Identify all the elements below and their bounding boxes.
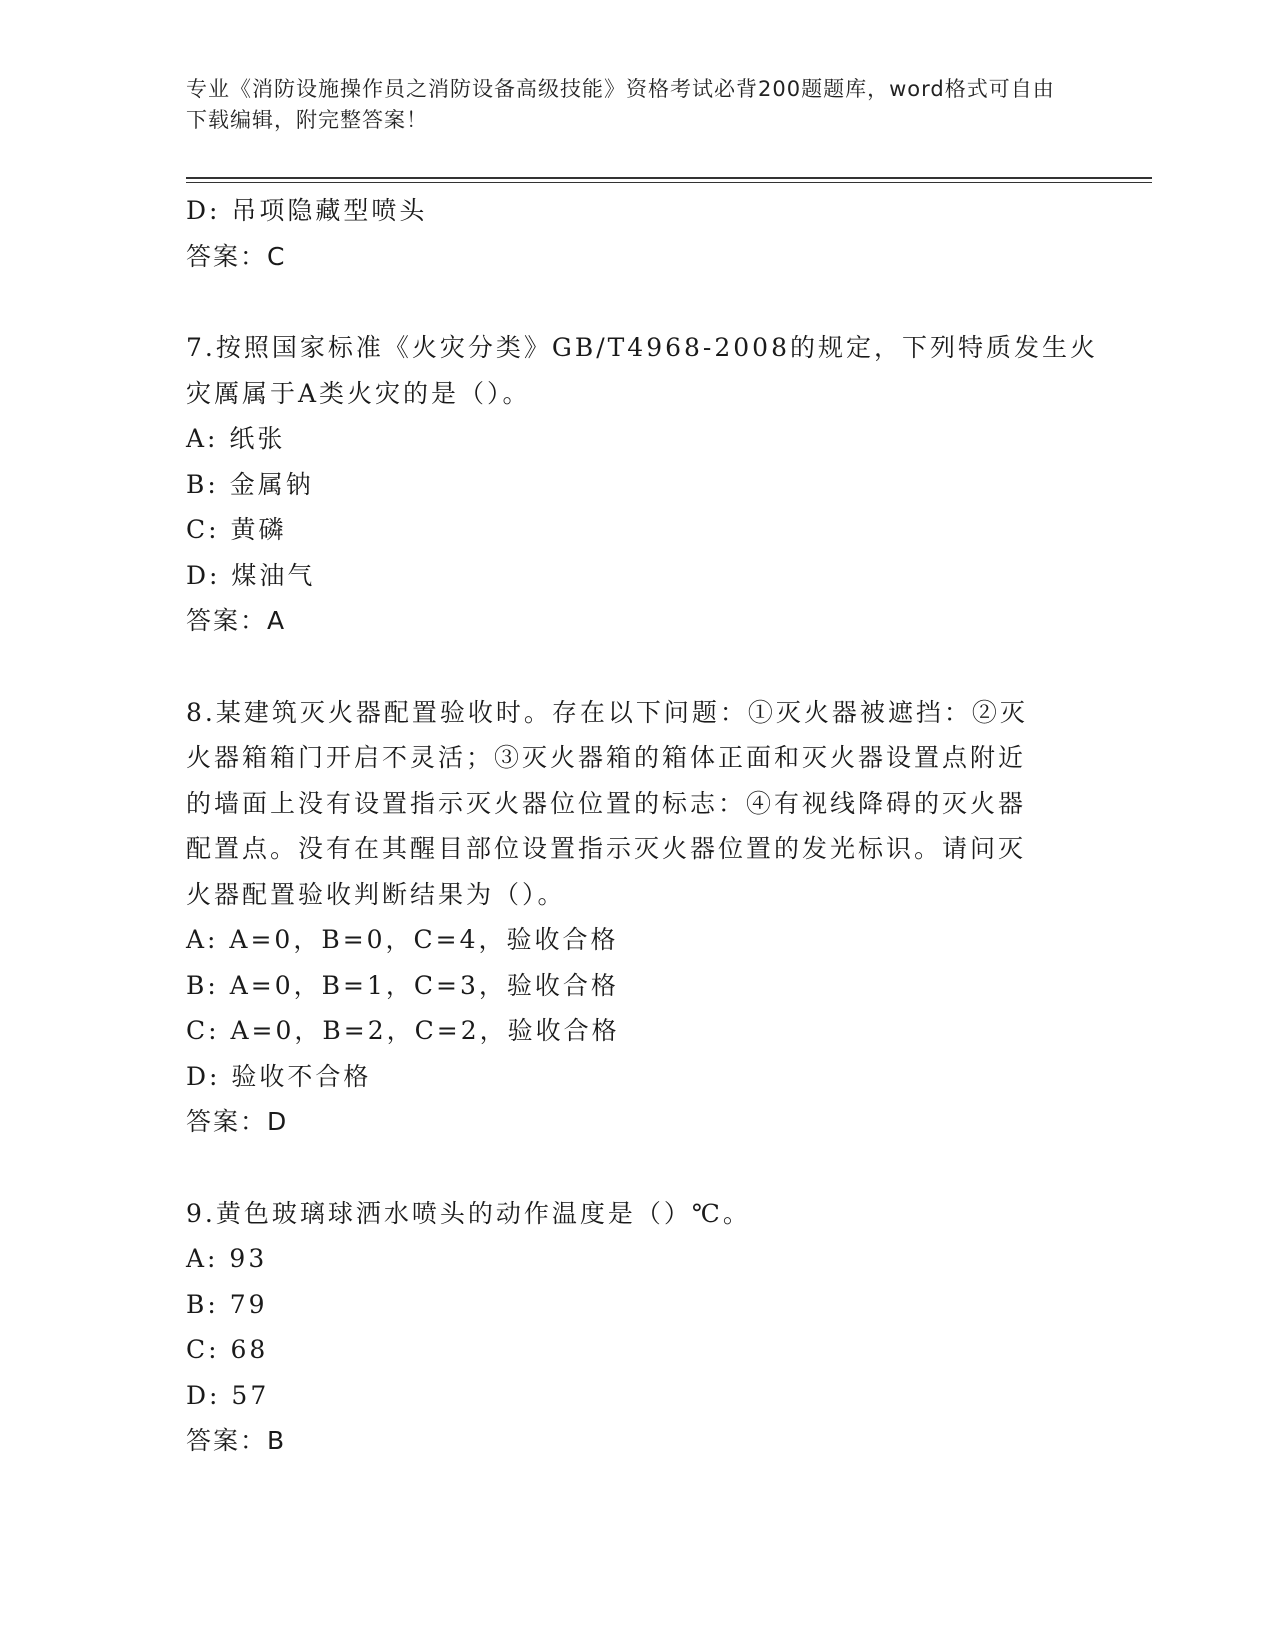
answer: 答案：D (186, 1107, 289, 1136)
option-b: B: 金属钠 (186, 469, 314, 499)
question-text-line: 7.按照国家标准《火灾分类》GB/T4968-2008的规定，下列特质发生火 (186, 333, 1098, 362)
option-a: A: A=0，B=0，C=4，验收合格 (186, 925, 619, 954)
spacer (186, 279, 1086, 325)
answer: 答案：B (186, 1426, 287, 1455)
option-c: C: 黄磷 (186, 515, 287, 544)
spacer (186, 1145, 1086, 1191)
spacer (186, 644, 1086, 690)
option-b: B: A=0，B=1，C=3，验收合格 (186, 970, 619, 1000)
option-c: C: A=0，B=2，C=2，验收合格 (186, 1016, 620, 1045)
option-a: A: 纸张 (186, 424, 286, 453)
option-d: D: 验收不合格 (186, 1061, 372, 1091)
option-d: D: 煤油气 (186, 560, 316, 590)
option-c: C: 68 (186, 1335, 269, 1364)
question-text-line: 的墙面上没有设置指示灭火器位位置的标志：④有视线降碍的灭火器 (186, 788, 1027, 818)
question-text-line: 火器配置验收判断结果为（）。 (186, 879, 566, 909)
prev-question-answer: 答案：C (186, 241, 287, 271)
question-text-line: 8.某建筑灭火器配置验收时。存在以下问题：①灭火器被遮挡：②灭 (186, 697, 1028, 727)
option-d: D: 57 (186, 1380, 270, 1410)
answer: 答案：A (186, 606, 287, 635)
question-text-line: 火器箱箱门开启不灵活；③灭火器箱的箱体正面和灭火器设置点附近 (186, 743, 1027, 772)
question-9 (186, 1191, 1086, 1464)
header-rule-thin (186, 182, 1152, 183)
question-text-line: 灾厲属于A类火灾的是（）。 (186, 378, 531, 408)
question-text-line: 9.黄色玻璃球洒水喷头的动作温度是（）℃。 (186, 1198, 751, 1228)
header-rule-thick (186, 177, 1152, 179)
option-b: B: 79 (186, 1289, 268, 1319)
document-body (186, 188, 1098, 1464)
option-a: A: 93 (186, 1244, 268, 1273)
page-header: 专业《消防设施操作员之消防设备高级技能》资格考试必背200题题库，word格式可自由下载编辑，附完整答案！ (186, 77, 1055, 132)
question-text-line: 配置点。没有在其醒目部位设置指示灭火器位置的发光标识。请问灭 (186, 834, 1027, 863)
question-8 (186, 690, 1086, 1145)
question-7 (186, 325, 1098, 644)
prev-question-option-d: D: 吊项隐藏型喷头 (186, 196, 428, 225)
